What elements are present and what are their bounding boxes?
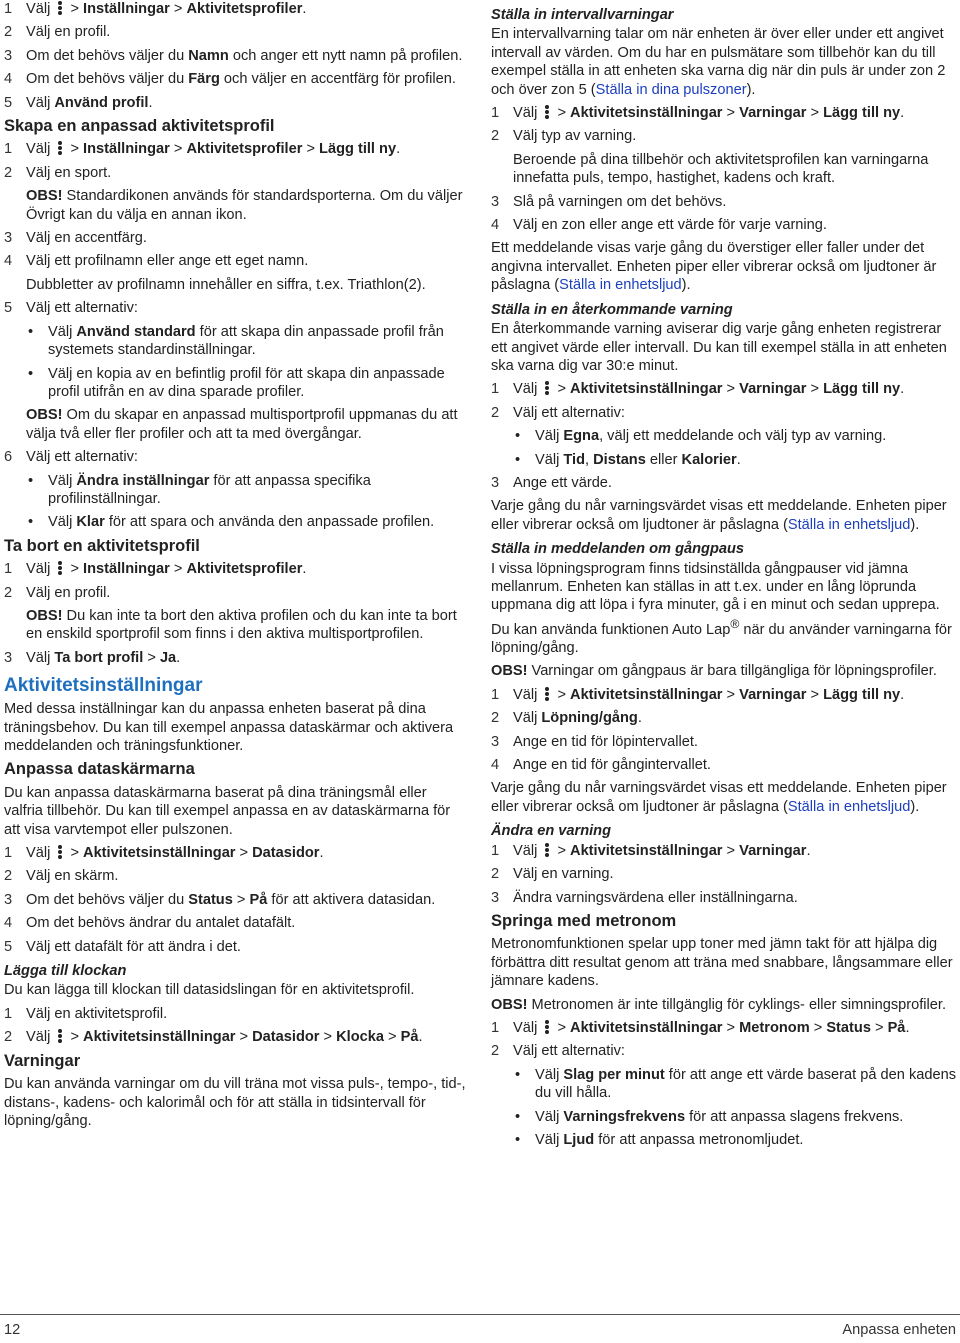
bullet-item [491, 451, 956, 469]
subheading: Ändra en varning [491, 823, 612, 840]
paragraph: Metronomfunktionen spelar upp toner med jämn takt för att hjälpa dig förbättra ditt resultat genom att träna med snabbare, långsammare eller jämnare kadens. [491, 936, 953, 990]
step-number: 1 [491, 686, 500, 703]
step-item [4, 891, 466, 909]
step-number: 2 [4, 868, 13, 885]
step-number: 2 [491, 404, 500, 421]
bullet-item [491, 1131, 956, 1149]
step-item [491, 733, 956, 751]
step-number: 2 [491, 866, 500, 883]
step-item [491, 865, 956, 883]
bullet-item [491, 427, 956, 445]
subheading: Ställa in en återkommande varning [491, 301, 733, 318]
step-number: 2 [4, 164, 13, 181]
step-number: 1 [4, 845, 13, 862]
step-text: Om det behövs väljer du Status > På för att aktivera datasidan. [26, 891, 436, 908]
step-number: 3 [4, 230, 13, 247]
step-number: 2 [491, 710, 500, 727]
subheading: Ställa in meddelanden om gångpaus [491, 541, 745, 558]
step-text: Välj en accentfärg. [26, 230, 147, 247]
step-text: Om det behövs väljer du Färg och väljer en accentfärg för profilen. [26, 71, 456, 88]
heading: Ta bort en aktivitetsprofil [4, 536, 200, 555]
paragraph: En intervallvarning talar om när enheten är över eller under ett angivet intervall av värden. Om du har en pulsmätare som tillbehör kan du till exempel ställa in att enheten ska varna dig när din puls är under zon 2 och över zon 5 (Ställa in dina pulszoner). [491, 26, 946, 98]
step-text: Välj ett datafält för att ändra i det. [26, 938, 241, 955]
paragraph: Du kan anpassa dataskärmarna baserat på dina träningsmål eller valfria tillbehör. Du kan till exempel anpassa en av dataskärmarna för att visa varvtempot eller pulszonen. [4, 784, 451, 838]
step-note: OBS! Du kan inte ta bort den aktiva profilen och du kan inte ta bort en enskild sportprofil som finns i den aktiva multisportprofilen. [26, 607, 457, 643]
bullet-text: Välj Klar för att spara och använda den anpassade profilen. [48, 514, 435, 531]
bullet-text: Välj Ljud för att anpassa metronomljudet. [535, 1131, 804, 1148]
step-text: Ange ett värde. [513, 474, 612, 491]
step-item [491, 1019, 956, 1037]
bullet-item [4, 365, 466, 402]
paragraph: I vissa löpningsprogram finns tidsinställda gångpauser vid jämna mellanrum. Enheten kan ställas in att t.ex. under en lång löprunda uppmana dig att löpa i fyra minuter, gå i en minut och sedan upprepa. Du kan använda funktionen Auto Lap® när du använder varningarna för löpning/gång. [491, 560, 952, 657]
bullet-text: Välj Tid, Distans eller Kalorier. [535, 451, 741, 468]
step-text: Om det behövs ändrar du antalet datafält. [26, 915, 296, 932]
heading: Anpassa dataskärmarna [4, 760, 195, 779]
paragraph: En återkommande varning aviserar dig varje gång enheten registrerar ett angivet värde eller intervall. Du kan till exempel ställa in att enheten ska varna dig var 30:e minut. [491, 321, 947, 374]
section-name: Anpassa enheten [842, 1322, 956, 1338]
menu-icon [543, 1020, 551, 1034]
step-text: Välj > Aktivitetsinställningar > Varningar > Lägg till ny. [513, 381, 905, 398]
step-number: 4 [4, 915, 13, 932]
step-text: Välj > Aktivitetsinställningar > Datasidor. [26, 845, 324, 862]
page-number: 12 [4, 1322, 21, 1338]
bullet-text: Välj Slag per minut för att ange ett värde baserat på den kadens du vill hålla. [535, 1066, 957, 1102]
step-number: 4 [4, 71, 13, 88]
step-number: 1 [4, 141, 13, 158]
step-item [4, 938, 466, 956]
menu-icon [56, 1029, 64, 1043]
step-item [4, 1028, 466, 1046]
step-number: 2 [491, 128, 500, 145]
step-text: Välj en aktivitetsprofil. [26, 1005, 168, 1022]
step-number: 2 [4, 584, 13, 601]
subheading: Ställa in intervallvarningar [491, 7, 674, 23]
heading: Springa med metronom [491, 911, 677, 930]
paragraph: Du kan använda varningar om du vill träna mot vissa puls-, tempo-, tid-, distans-, kadens- och kalorimål och för att ställa in tidsintervall för löpning/gång. [4, 1076, 466, 1129]
bullet-item [4, 323, 466, 360]
step-number: 1 [4, 1005, 13, 1022]
step-text: Välj typ av varning. [513, 128, 637, 145]
bullet-icon: • [28, 365, 34, 382]
step-text: Välj ett alternativ: [513, 1043, 625, 1060]
step-number: 1 [491, 1019, 500, 1036]
step-text: Välj > Inställningar > Aktivitetsprofiler. [26, 1, 307, 17]
step-number: 2 [4, 24, 13, 41]
step-text: Välj > Inställningar > Aktivitetsprofiler > Lägg till ny. [26, 141, 401, 158]
step-text: Välj ett profilnamn eller ange ett eget namn. [26, 253, 309, 270]
step-item [4, 448, 466, 466]
step-item [491, 193, 956, 211]
menu-icon [543, 843, 551, 857]
step-item [491, 1042, 956, 1060]
bullet-item [4, 513, 466, 531]
step-item [4, 867, 466, 885]
menu-icon [56, 561, 64, 575]
menu-icon [543, 105, 551, 119]
step-text: Välj en sport. [26, 164, 112, 181]
step-text: Ändra varningsvärdena eller inställningarna. [513, 889, 798, 906]
step-number: 6 [4, 449, 13, 466]
step-item [4, 299, 466, 317]
step-number: 1 [4, 561, 13, 578]
step-number: 1 [4, 1, 13, 17]
heading: Varningar [4, 1051, 81, 1070]
step-item [491, 889, 956, 907]
bullet-icon: • [28, 323, 34, 340]
step-item [4, 584, 466, 602]
step-text: Välj Löpning/gång. [513, 710, 642, 727]
step-text: Välj en profil. [26, 584, 111, 601]
step-item [4, 252, 466, 270]
heading: Skapa en anpassad aktivitetsprofil [4, 117, 275, 136]
menu-icon [56, 845, 64, 859]
step-text: Välj > Aktivitetsinställningar > Datasidor > Klocka > På. [26, 1029, 423, 1046]
paragraph: Varje gång du når varningsvärdet visas ett meddelande. Enheten piper eller vibrerar också om ljudtoner är påslagna (Ställa in enhetsljud). [491, 498, 947, 533]
step-item [491, 756, 956, 774]
step-note: OBS! Standardikonen används för standardsporterna. Om du väljer Övrigt kan du välja en annan ikon. [26, 188, 463, 223]
step-item [4, 0, 466, 18]
step-text: Välj en skärm. [26, 868, 119, 885]
bullet-icon: • [515, 1066, 521, 1083]
step-number: 4 [491, 217, 500, 234]
subheading: Lägga till klockan [4, 963, 127, 980]
step-number: 3 [491, 474, 500, 491]
step-number: 2 [4, 1029, 13, 1046]
step-text: Ange en tid för löpintervallet. [513, 733, 698, 750]
menu-icon [56, 1, 64, 15]
step-text: Välj > Aktivitetsinställningar > Varningar > Lägg till ny. [513, 105, 905, 122]
step-text: Välj ett alternativ: [26, 300, 138, 317]
step-text: Välj en varning. [513, 866, 614, 883]
step-number: 1 [491, 842, 500, 859]
step-text: Om det behövs väljer du Namn och anger ett nytt namn på profilen. [26, 47, 463, 64]
step-text: Välj Ta bort profil > Ja. [26, 649, 181, 666]
step-number: 4 [4, 253, 13, 270]
right-column [491, 0, 956, 1154]
step-item [4, 94, 466, 112]
paragraph: Med dessa inställningar kan du anpassa enheten baserat på dina träningsbehov. Du kan till exempel anpassa dataskärmar och aktivera meddelanden och träningsfunktioner. [4, 701, 454, 754]
step-item [491, 842, 956, 860]
step-number: 3 [491, 733, 500, 750]
step-item [4, 649, 466, 667]
step-text: Välj > Aktivitetsinställningar > Metronom > Status > På. [513, 1019, 910, 1036]
left-column [4, 0, 466, 1135]
paragraph: Du kan lägga till klockan till datasidslingan för en aktivitetsprofil. [4, 982, 415, 999]
step-item [491, 404, 956, 422]
step-number: 3 [491, 889, 500, 906]
step-note: Dubbletter av profilnamn innehåller en siffra, t.ex. Triathlon(2). [26, 276, 426, 293]
step-item [491, 216, 956, 234]
step-number: 3 [4, 47, 13, 64]
step-item [4, 844, 466, 862]
step-text: Välj ett alternativ: [26, 449, 138, 466]
bullet-item [491, 1066, 956, 1103]
footer-rule [0, 1314, 960, 1315]
menu-icon [543, 687, 551, 701]
step-number: 2 [491, 1043, 500, 1060]
paragraph: OBS! Varningar om gångpaus är bara tillgängliga för löpningsprofiler. [491, 663, 937, 680]
step-item [491, 709, 956, 727]
step-number: 5 [4, 300, 13, 317]
step-number: 4 [491, 757, 500, 774]
step-note: Beroende på dina tillbehör och aktivitetsprofilen kan varningarna innefatta puls, tempo, hastighet, kadens och kraft. [513, 151, 929, 187]
step-text: Välj > Inställningar > Aktivitetsprofiler. [26, 561, 307, 578]
step-text: Välj en zon eller ange ett värde för varje varning. [513, 217, 827, 234]
step-item [4, 914, 466, 932]
step-number: 1 [491, 381, 500, 398]
paragraph: Varje gång du når varningsvärdet visas ett meddelande. Enheten piper eller vibrerar också om ljudtoner är påslagna (Ställa in enhetsljud). [491, 780, 947, 815]
paragraph: Ett meddelande visas varje gång du överstiger eller faller under det angivna intervallet. Enheten piper eller vibrerar också om ljudtoner är påslagna (Ställa in enhetsljud). [491, 240, 937, 294]
step-item [4, 47, 466, 65]
bullet-icon: • [515, 428, 521, 445]
step-item [4, 70, 466, 88]
bullet-text: Välj Egna, välj ett meddelande och välj typ av varning. [535, 428, 887, 445]
step-number: 3 [4, 891, 13, 908]
step-note: OBS! Om du skapar en anpassad multisportprofil uppmanas du att välja två eller fler profiler och att ta med övergångar. [26, 407, 458, 442]
step-text: Välj Använd profil. [26, 94, 153, 111]
step-number: 1 [491, 105, 500, 122]
section-title: Aktivitetsinställningar [4, 675, 203, 697]
bullet-item [4, 472, 466, 509]
step-item [491, 104, 956, 122]
step-item [4, 560, 466, 578]
bullet-icon: • [515, 451, 521, 468]
step-number: 5 [4, 94, 13, 111]
step-number: 5 [4, 938, 13, 955]
step-item [491, 474, 956, 492]
bullet-icon: • [515, 1131, 521, 1148]
step-text: Välj > Aktivitetsinställningar > Varningar > Lägg till ny. [513, 686, 905, 703]
step-item [491, 686, 956, 704]
bullet-text: Välj en kopia av en befintlig profil för att skapa din anpassade profil utifrån en av dina sparade profiler. [48, 365, 445, 400]
step-number: 3 [4, 649, 13, 666]
bullet-text: Välj Använd standard för att skapa din anpassade profil från systemets standardinställningar. [48, 323, 444, 359]
menu-icon [56, 141, 64, 155]
bullet-icon: • [515, 1108, 521, 1125]
bullet-text: Välj Ändra inställningar för att anpassa specifika profilinställningar. [48, 472, 371, 507]
step-item [4, 164, 466, 182]
step-text: Välj en profil. [26, 24, 111, 41]
step-item [4, 140, 466, 158]
step-number: 3 [491, 193, 500, 210]
step-item [4, 23, 466, 41]
step-text: Välj ett alternativ: [513, 404, 625, 421]
step-item [4, 229, 466, 247]
bullet-text: Välj Varningsfrekvens för att anpassa slagens frekvens. [535, 1108, 904, 1125]
paragraph: OBS! Metronomen är inte tillgänglig för cyklings- eller simningsprofiler. [491, 996, 947, 1013]
step-item [491, 380, 956, 398]
bullet-icon: • [28, 472, 34, 489]
step-item [491, 127, 956, 145]
bullet-icon: • [28, 514, 34, 531]
step-text: Ange en tid för gångintervallet. [513, 757, 711, 774]
step-item [4, 1005, 466, 1023]
bullet-item [491, 1108, 956, 1126]
step-text: Välj > Aktivitetsinställningar > Varningar. [513, 842, 811, 859]
step-text: Slå på varningen om det behövs. [513, 193, 727, 210]
menu-icon [543, 381, 551, 395]
